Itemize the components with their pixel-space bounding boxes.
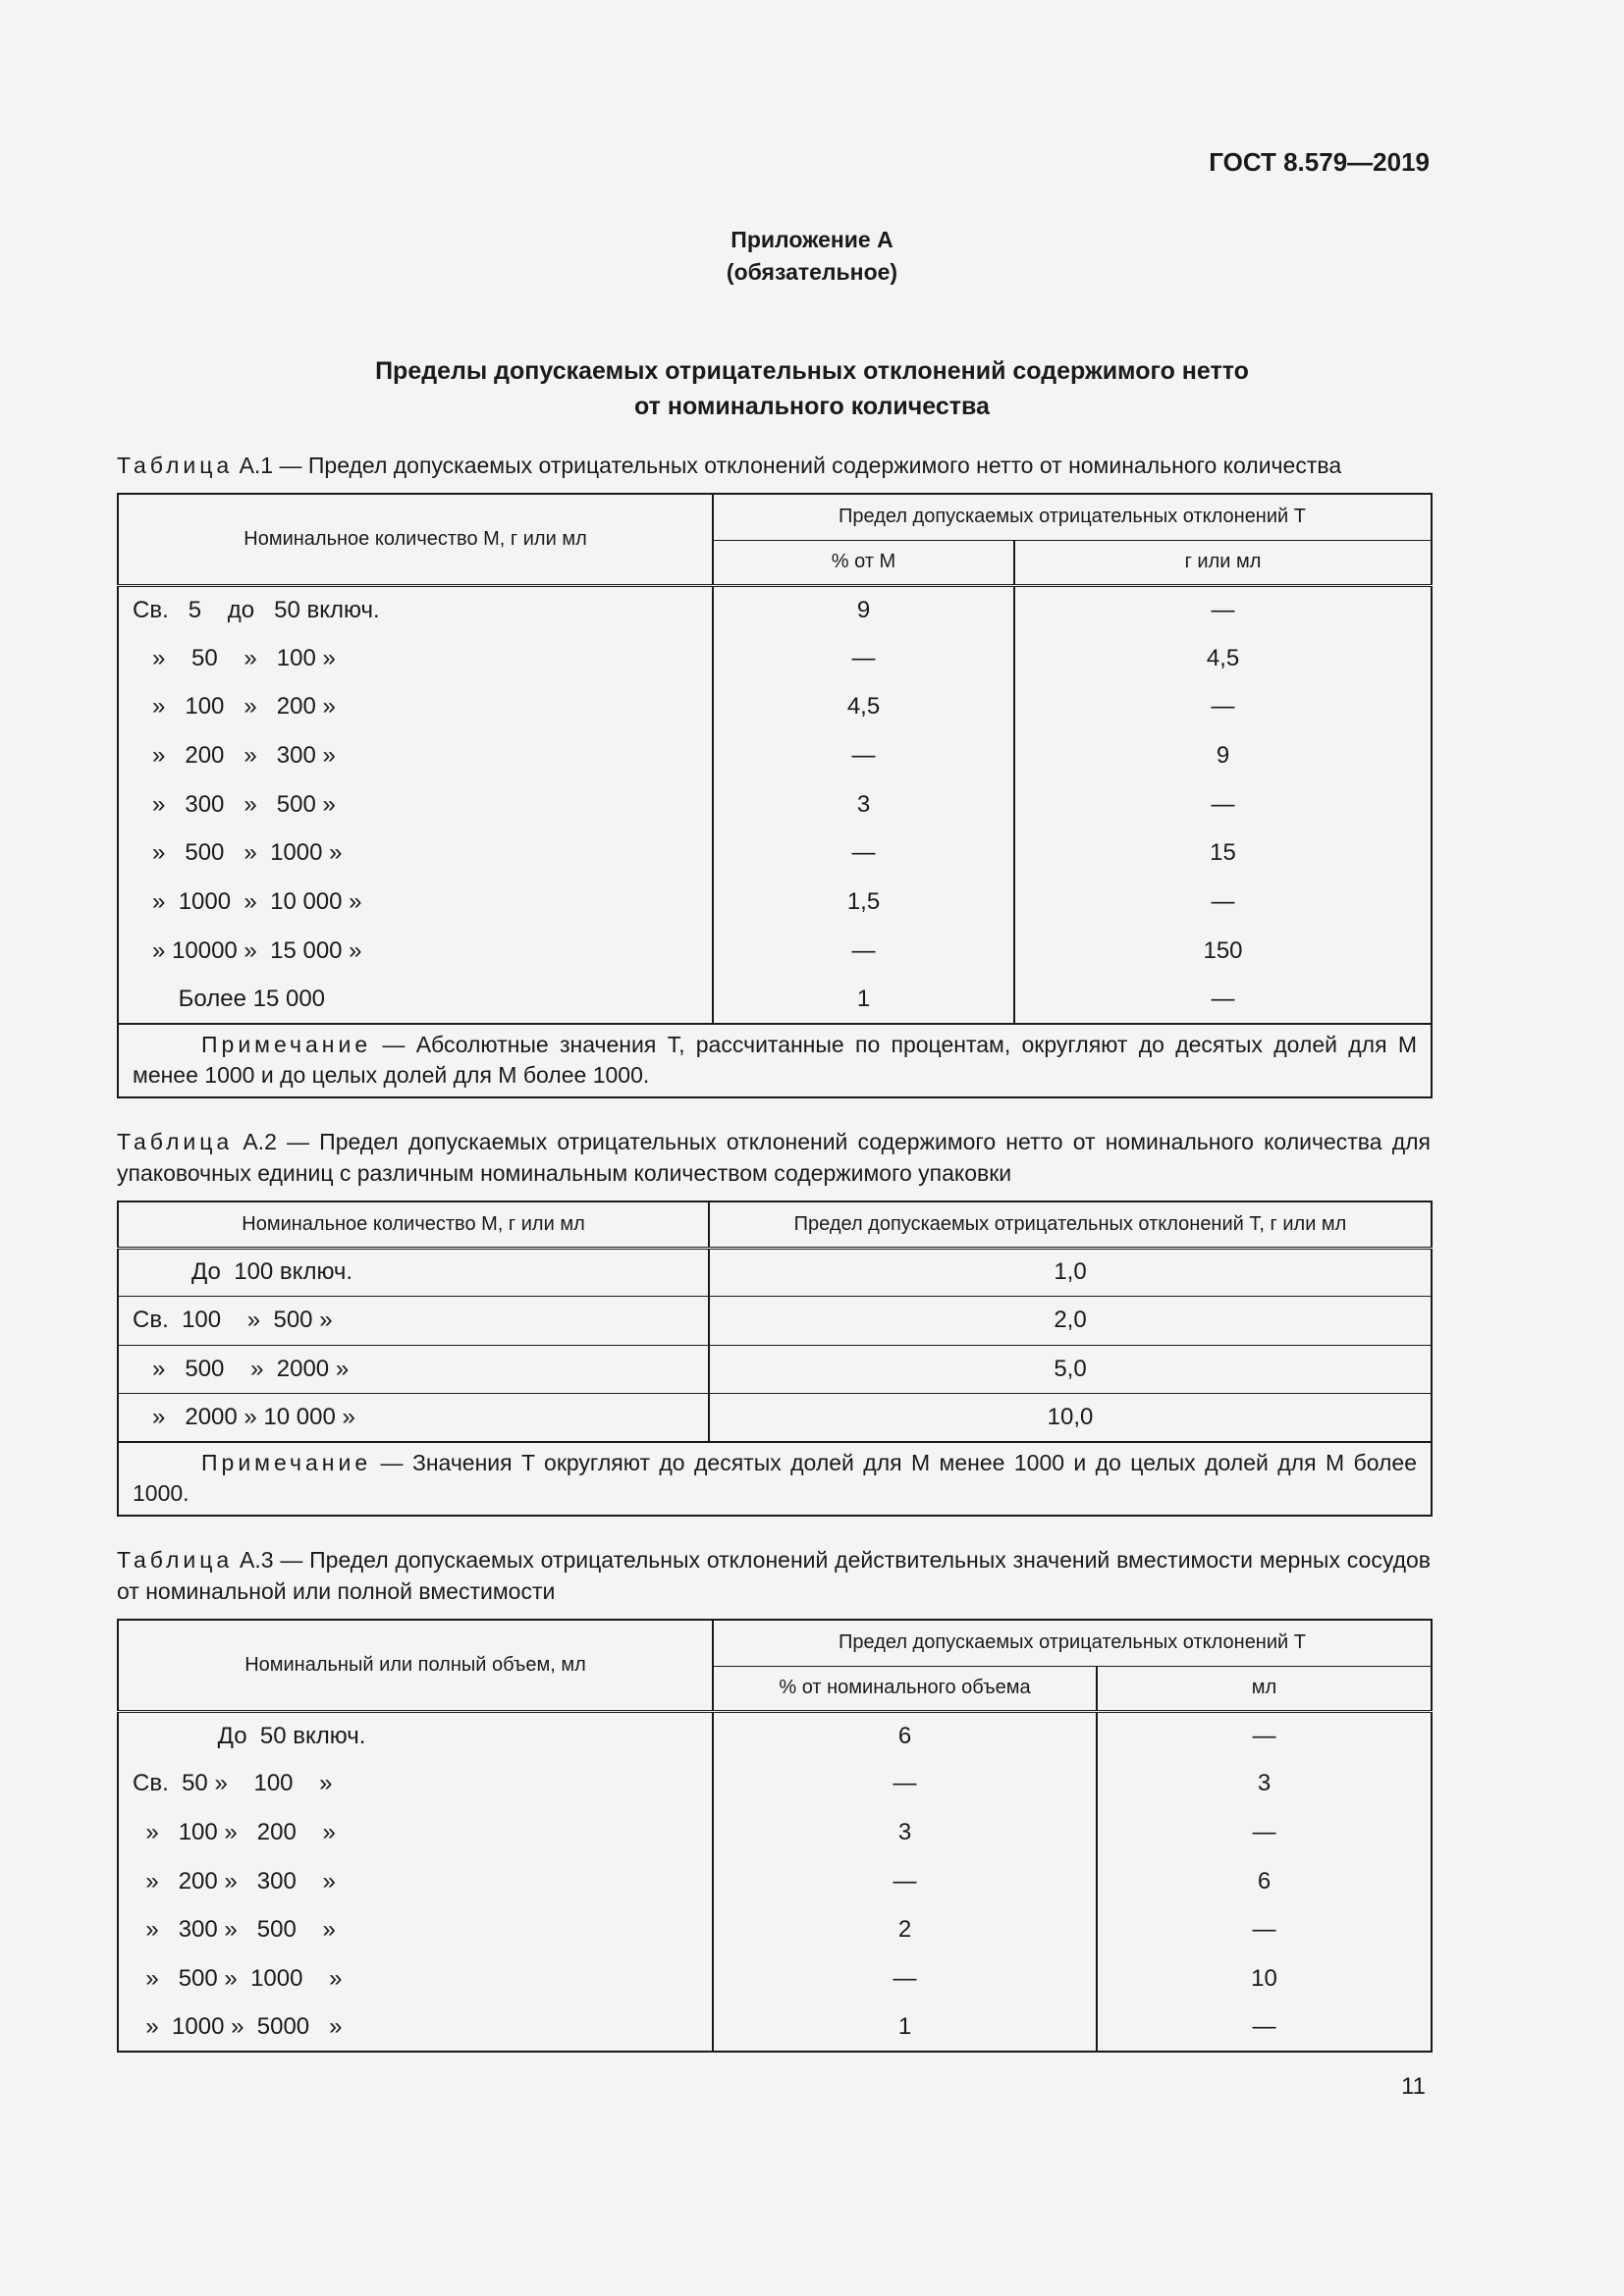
table1-cell: 1,5: [713, 878, 1014, 927]
table3-cell: —: [1252, 1916, 1276, 1944]
table3-row: [118, 2003, 1432, 2053]
table3-row: [118, 1857, 1432, 1906]
page-number: 11: [1401, 2073, 1426, 2100]
table1-row: [118, 682, 1432, 731]
appendix-status: (обязательное): [726, 259, 898, 285]
table1-cell: » 50 » 100 »: [118, 634, 713, 683]
table3-cell: 6: [1257, 1867, 1272, 1895]
table3-cell: 10: [1251, 1964, 1277, 1992]
table2-caption-text: А.2 — Предел допускаемых отрицательных отклонений содержимого нетто от номинального количества для упаковочных единиц с различным номинальным количеством содержимого упаковки: [117, 1129, 1431, 1186]
table3-cell: —: [1252, 1818, 1276, 1845]
table3-cell: —: [713, 1857, 1097, 1906]
table1-cell: Более 15 000: [118, 976, 713, 1025]
table2-caption-word: Таблица: [117, 1129, 234, 1154]
table2-cell: 5,0: [709, 1345, 1432, 1394]
table3-cell: » 300 » 500 »: [118, 1905, 713, 1954]
table1-cell: Св. 5 до 50 включ.: [118, 585, 713, 634]
appendix-title: Приложение А: [731, 227, 893, 252]
table1-cell: » 300 » 500 »: [118, 780, 713, 829]
table1-cell: » 500 » 1000 »: [118, 828, 713, 878]
table3-cell: 3: [713, 1808, 1097, 1857]
table3-row: [118, 1905, 1432, 1954]
table2: [117, 1201, 1433, 1517]
table1-cell: 4,5: [713, 682, 1014, 731]
table3-cell: 3: [1257, 1770, 1272, 1797]
table3-body: [118, 1711, 1432, 2052]
standard-number: ГОСТ 8.579—2019: [1209, 147, 1430, 177]
table1-row: [118, 976, 1432, 1025]
appendix-heading: [0, 224, 1624, 289]
table1-cell: 3: [713, 780, 1014, 829]
table2-note-word: Примечание: [201, 1450, 372, 1476]
table1-cell: —: [1211, 693, 1235, 721]
table3-cell: —: [713, 1760, 1097, 1809]
section-title-line-2: от номинального количества: [634, 393, 990, 420]
table2-row: [118, 1248, 1432, 1297]
table1-cell: —: [713, 828, 1014, 878]
table1-cell: —: [1211, 790, 1235, 818]
table1-body: [118, 585, 1432, 1024]
table1-cell: —: [1211, 887, 1235, 915]
table3-caption-word: Таблица: [117, 1547, 234, 1573]
table3-cell: 2: [713, 1905, 1097, 1954]
table1-row: [118, 585, 1432, 634]
table1-caption-text: А.1 — Предел допускаемых отрицательных отклонений содержимого нетто от номинального количества: [233, 453, 1342, 478]
table3-cell: —: [713, 1954, 1097, 2003]
table3-cell: До 50 включ.: [118, 1711, 713, 1760]
table1-cell: » 100 » 200 »: [118, 682, 713, 731]
table1-row: [118, 927, 1432, 976]
table3-header-volume: Номинальный или полный объем, мл: [118, 1620, 713, 1711]
table1-cell: —: [713, 731, 1014, 780]
section-title: [0, 353, 1624, 424]
table1-row: [118, 780, 1432, 829]
table2-header-quantity: Номинальное количество M, г или мл: [118, 1201, 709, 1248]
table1-cell: » 200 » 300 »: [118, 731, 713, 780]
table3-caption-text: А.3 — Предел допускаемых отрицательных отклонений действительных значений вместимости мерных сосудов от номинальной или полной вместимости: [117, 1547, 1431, 1604]
table1-cell: 9: [713, 585, 1014, 634]
table2-body: [118, 1248, 1432, 1442]
table1-cell: 1: [713, 976, 1014, 1025]
table1-note: [118, 1024, 1432, 1097]
table1-cell: —: [1211, 596, 1235, 623]
table1-cell: 4,5: [1206, 644, 1240, 671]
table2-row: [118, 1394, 1432, 1443]
table1-caption: [117, 450, 1431, 481]
table3-cell: » 100 » 200 »: [118, 1808, 713, 1857]
table3-row: [118, 1711, 1432, 1760]
table2-cell: 1,0: [709, 1248, 1432, 1297]
table1-note-text: — Абсолютные значения T, рассчитанные по процентам, округляют до десятых долей для M менее 1000 и до целых долей для M более 1000.: [133, 1032, 1417, 1089]
table3-cell: » 200 » 300 »: [118, 1857, 713, 1906]
table2-cell: 10,0: [1047, 1404, 1094, 1431]
table3-header-percent: % от номинального объема: [713, 1666, 1097, 1711]
table2-cell: Св. 100 » 500 »: [118, 1297, 709, 1346]
table1-cell: 9: [1216, 741, 1230, 769]
table3-row: [118, 1954, 1432, 2003]
table1-note-word: Примечание: [201, 1032, 372, 1058]
table3-cell: » 1000 » 5000 »: [118, 2003, 713, 2053]
table3-row: [118, 1808, 1432, 1857]
table1-header-grams: г или мл: [1014, 540, 1432, 585]
table1-cell: » 1000 » 10 000 »: [118, 878, 713, 927]
table3-header-group: Предел допускаемых отрицательных отклонений T: [713, 1620, 1432, 1666]
table1-header-quantity: Номинальное количество M, г или мл: [118, 494, 713, 585]
table2-cell: До 100 включ.: [118, 1248, 709, 1297]
table1-cell: —: [713, 927, 1014, 976]
table2-note: [118, 1442, 1432, 1516]
table3-caption: [117, 1544, 1431, 1607]
table1-caption-word: Таблица: [117, 453, 234, 478]
table1-cell: » 10000 » 15 000 »: [118, 927, 713, 976]
table2-row: [118, 1345, 1432, 1394]
table2-note-text: — Значения T округляют до десятых долей для M менее 1000 и до целых долей для M более 1000.: [133, 1450, 1417, 1507]
table3-cell: » 500 » 1000 »: [118, 1954, 713, 2003]
table1: [117, 493, 1433, 1098]
table1-cell: —: [1211, 985, 1235, 1012]
table2-header-limit: Предел допускаемых отрицательных отклонений T, г или мл: [709, 1201, 1432, 1248]
table1-header-percent: % от M: [713, 540, 1014, 585]
table3-cell: Св. 50 » 100 »: [118, 1760, 713, 1809]
table1-row: [118, 828, 1432, 878]
table1-cell: 150: [1203, 936, 1243, 964]
table1-row: [118, 731, 1432, 780]
table3-cell: 1: [713, 2003, 1097, 2053]
section-title-line-1: Пределы допускаемых отрицательных отклонений содержимого нетто: [375, 357, 1249, 385]
table3-header-ml: мл: [1097, 1666, 1432, 1711]
table3-cell: 6: [713, 1711, 1097, 1760]
table1-row: [118, 878, 1432, 927]
table1-header-group: Предел допускаемых отрицательных отклонений T: [713, 494, 1432, 540]
table3-row: [118, 1760, 1432, 1809]
table1-cell: 15: [1210, 839, 1236, 867]
table1-row: [118, 634, 1432, 683]
table2-cell: » 2000 » 10 000 »: [118, 1394, 709, 1443]
table3-cell: —: [1252, 1722, 1276, 1749]
table2-cell: » 500 » 2000 »: [118, 1345, 709, 1394]
table3-cell: —: [1252, 2012, 1276, 2040]
table2-cell: 2,0: [709, 1297, 1432, 1346]
table3: [117, 1619, 1433, 2053]
table2-caption: [117, 1126, 1431, 1189]
table1-cell: —: [713, 634, 1014, 683]
table2-row: [118, 1297, 1432, 1346]
